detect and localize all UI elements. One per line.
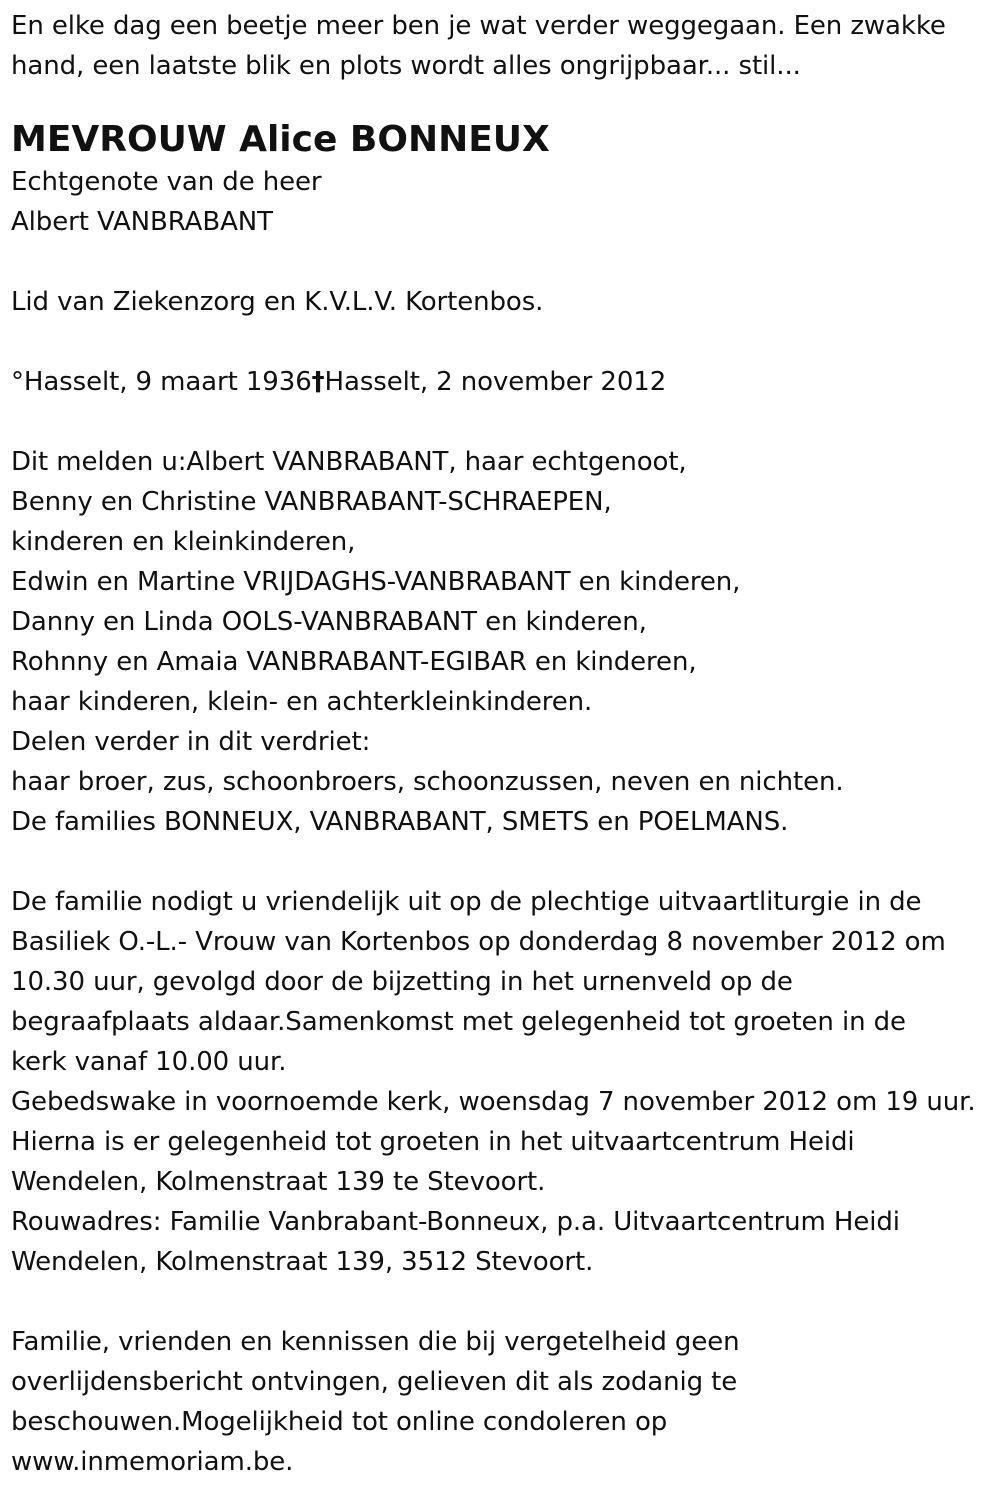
closing-line: overlijdensbericht ontvingen, gelieven dit als zodanig te (11, 1367, 738, 1397)
membership: Lid van Ziekenzorg en K.V.L.V. Kortenbos. (11, 287, 544, 317)
closing-line: beschouwen.Mogelijkheid tot online condoleren op (11, 1407, 668, 1437)
funeral-line: Hierna is er gelegenheid tot groeten in het uitvaartcentrum Heidi (11, 1127, 855, 1157)
funeral-line: Wendelen, Kolmenstraat 139, 3512 Stevoort. (11, 1247, 594, 1277)
funeral-line: kerk vanaf 10.00 uur. (11, 1047, 287, 1077)
spacer (11, 242, 990, 282)
motto (11, 6, 990, 86)
motto-line: En elke dag een beetje meer ben je wat verder weggegaan. Een zwakke (11, 11, 946, 41)
spouse-line: Albert VANBRABANT (11, 207, 273, 237)
funeral-info (11, 882, 990, 1282)
funeral-line: 10.30 uur, gevolgd door de bijzetting in het urnenveld op de (11, 967, 793, 997)
announcer-line: Rohnny en Amaia VANBRABANT-EGIBAR en kinderen, (11, 647, 697, 677)
closing-line: Familie, vrienden en kennissen die bij vergetelheid geen (11, 1327, 740, 1357)
spacer (11, 842, 990, 882)
funeral-line: Basiliek O.-L.- Vrouw van Kortenbos op donderdag 8 november 2012 om (11, 927, 946, 957)
announcer-line: Edwin en Martine VRIJDAGHS-VANBRABANT en kinderen, (11, 567, 741, 597)
birth-date: °Hasselt, 9 maart 1936 (11, 367, 312, 397)
closing-line: www.inmemoriam.be. (11, 1447, 294, 1477)
motto-line: hand, een laatste blik en plots wordt alles ongrijpbaar... stil... (11, 51, 801, 81)
funeral-line: Gebedswake in voornoemde kerk, woensdag 7 november 2012 om 19 uur. (11, 1087, 976, 1117)
funeral-line: De familie nodigt u vriendelijk uit op de plechtige uitvaartliturgie in de (11, 887, 922, 917)
announcer-line: kinderen en kleinkinderen, (11, 527, 356, 557)
announcer-line: Danny en Linda OOLS-VANBRABANT en kinderen, (11, 607, 647, 637)
deceased-name: MEVROUW Alice BONNEUX (11, 119, 550, 160)
announcers (11, 442, 990, 842)
funeral-line: Rouwadres: Familie Vanbrabant-Bonneux, p.a. Uitvaartcentrum Heidi (11, 1207, 900, 1237)
closing-note (11, 1322, 990, 1482)
spacer (11, 322, 990, 362)
cross-icon: † (311, 367, 325, 397)
spacer (11, 402, 990, 442)
spacer (11, 1282, 990, 1322)
announcer-line: Benny en Christine VANBRABANT-SCHRAEPEN, (11, 487, 612, 517)
announcer-line: Delen verder in dit verdriet: (11, 727, 371, 757)
announcer-line: De families BONNEUX, VANBRABANT, SMETS en POELMANS. (11, 807, 789, 837)
announcer-line: haar broer, zus, schoonbroers, schoonzussen, neven en nichten. (11, 767, 844, 797)
death-date: Hasselt, 2 november 2012 (324, 367, 667, 397)
spouse-line: Echtgenote van de heer (11, 167, 322, 197)
funeral-line: Wendelen, Kolmenstraat 139 te Stevoort. (11, 1167, 546, 1197)
spouse-info (11, 162, 990, 242)
announcer-line: haar kinderen, klein- en achterkleinkinderen. (11, 687, 593, 717)
life-dates (11, 362, 990, 402)
funeral-line: begraafplaats aldaar.Samenkomst met gelegenheid tot groeten in de (11, 1007, 906, 1037)
announcer-line: Dit melden u:Albert VANBRABANT, haar echtgenoot, (11, 447, 687, 477)
